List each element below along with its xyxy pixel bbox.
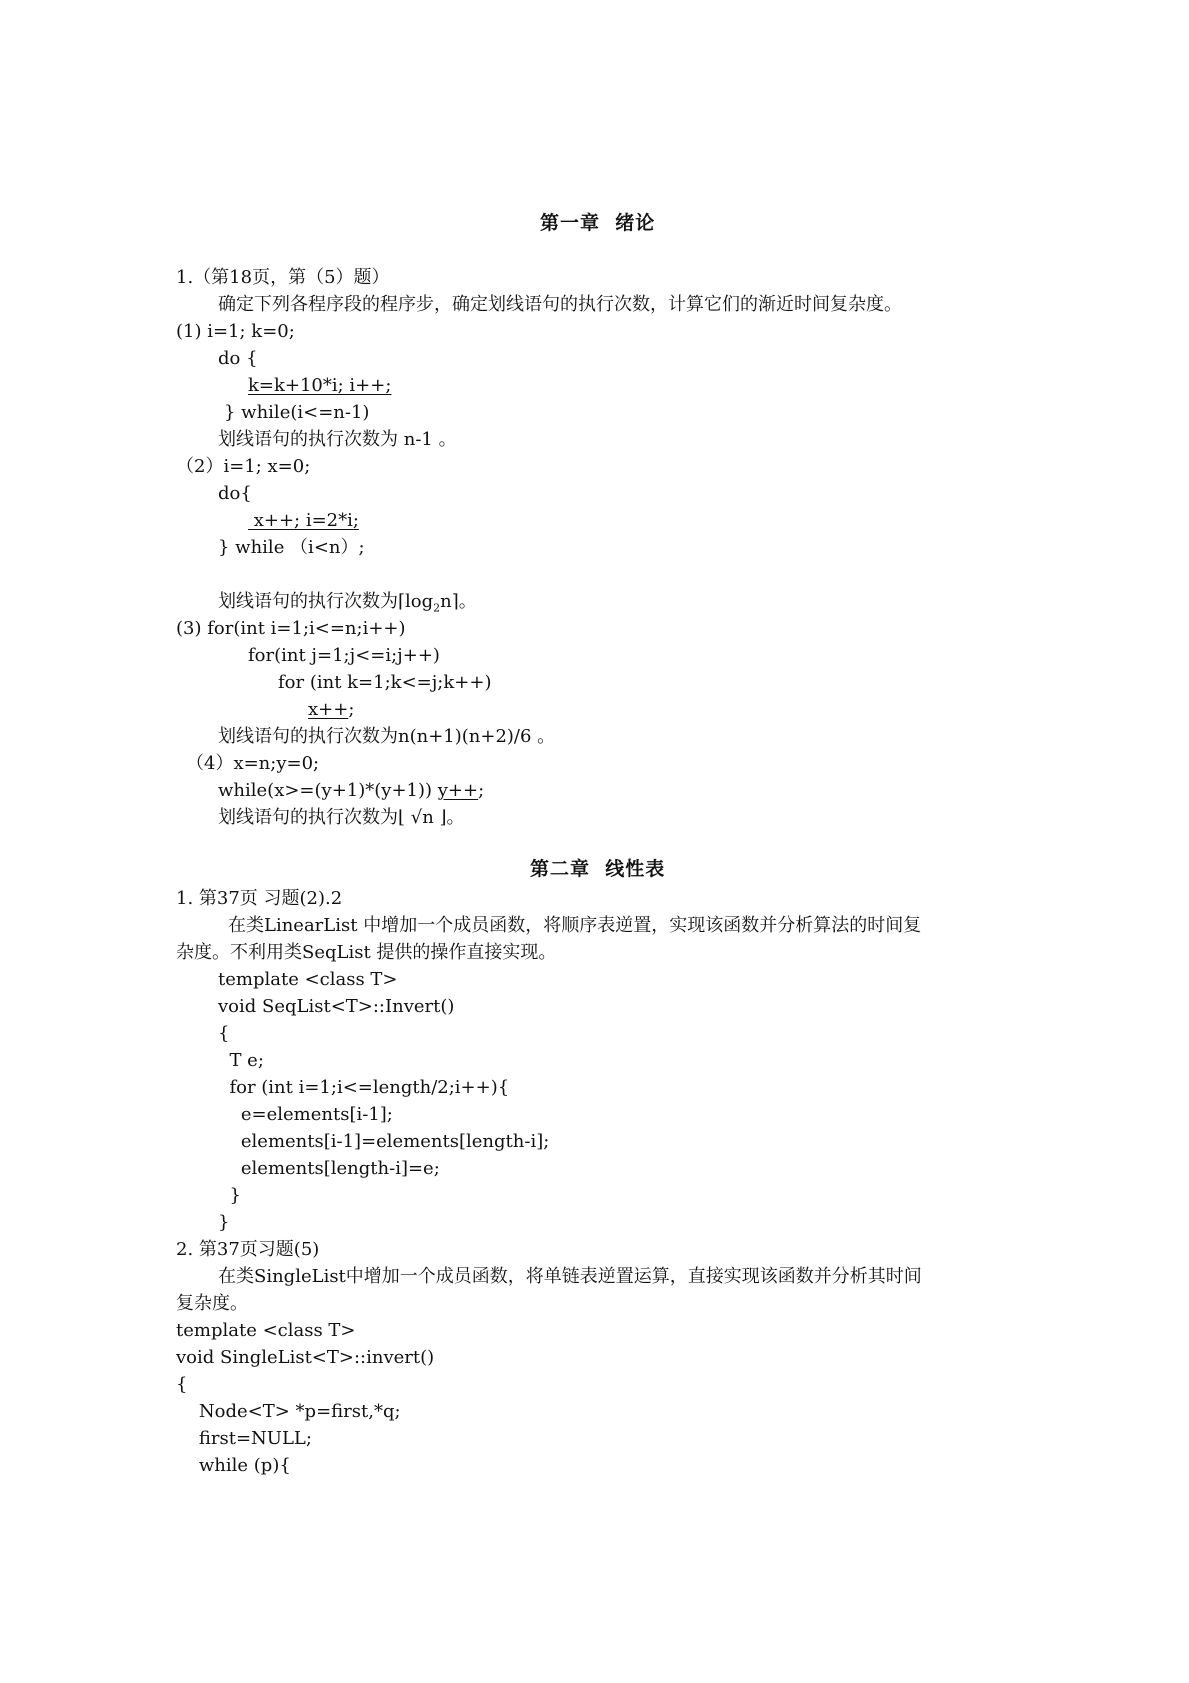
- question-1-heading: 1.（第18页，第（5）题）: [176, 267, 390, 288]
- code-1-line: void SeqList<T>::Invert(): [218, 996, 455, 1017]
- exercise-2-description-line-1: 在类SingleList中增加一个成员函数，将单链表逆置运算，直接实现该函数并分析其时间: [218, 1266, 922, 1287]
- code-2-line: {: [176, 1374, 188, 1395]
- code-2-line: first=NULL;: [176, 1428, 312, 1449]
- code-1-line: for (int i=1;i<=length/2;i++){: [218, 1077, 510, 1098]
- program-3-statement: x++;: [308, 699, 355, 720]
- program-1-init: (1) i=1; k=0;: [176, 321, 295, 342]
- chapter-1-title: 第一章 绪论: [540, 212, 656, 234]
- program-2-while: } while （i<n）;: [218, 537, 365, 558]
- exercise-2-description-line-2: 复杂度。: [176, 1293, 248, 1314]
- code-1-line: }: [218, 1212, 230, 1233]
- code-1-line: template <class T>: [218, 969, 398, 990]
- program-2-do: do{: [218, 483, 252, 504]
- code-2-line: void SingleList<T>::invert(): [176, 1347, 435, 1368]
- chapter-2-title: 第二章 线性表: [530, 858, 666, 880]
- program-2-init: （2）i=1; x=0;: [176, 456, 311, 477]
- program-1-underlined-statement: k=k+10*i; i++;: [248, 375, 392, 396]
- program-4-while: while(x>=(y+1)*(y+1)) y++;: [218, 780, 485, 801]
- exercise-1-description-line-2: 杂度。不利用类SeqList 提供的操作直接实现。: [176, 942, 557, 963]
- program-1-result: 划线语句的执行次数为 n-1 。: [218, 429, 457, 450]
- exercise-1-heading: 1. 第37页 习题(2).2: [176, 888, 343, 909]
- exercise-1-description-line-1: 在类LinearList 中增加一个成员函数，将顺序表逆置，实现该函数并分析算法的时间复: [228, 915, 922, 936]
- program-3-inner-loop: for (int k=1;k<=j;k++): [278, 672, 492, 693]
- program-2-underlined-statement: x++; i=2*i;: [248, 510, 359, 531]
- code-2-line: Node<T> *p=first,*q;: [176, 1401, 401, 1422]
- code-1-line: elements[length-i]=e;: [218, 1158, 440, 1179]
- program-4-result: 划线语句的执行次数为⌊ √n ⌋。: [218, 807, 465, 828]
- code-1-line: T e;: [218, 1050, 264, 1071]
- code-1-line: {: [218, 1023, 230, 1044]
- program-3-outer-loop: (3) for(int i=1;i<=n;i++): [176, 618, 406, 639]
- exercise-2-heading: 2. 第37页习题(5): [176, 1239, 320, 1260]
- program-3-middle-loop: for(int j=1;j<=i;j++): [248, 645, 440, 666]
- code-2-line: while (p){: [176, 1455, 291, 1476]
- program-1-do: do {: [218, 348, 258, 369]
- code-1-line: elements[i-1]=elements[length-i];: [218, 1131, 550, 1152]
- code-2-line: template <class T>: [176, 1320, 356, 1341]
- program-2-result: 划线语句的执行次数为$⌈\log_2n⌉$。: [218, 591, 477, 615]
- program-1-while: } while(i<=n-1): [224, 402, 370, 423]
- question-1-description: 确定下列各程序段的程序步，确定划线语句的执行次数，计算它们的渐近时间复杂度。: [218, 294, 902, 315]
- program-4-init: （4）x=n;y=0;: [186, 753, 320, 774]
- code-1-line: e=elements[i-1];: [218, 1104, 393, 1125]
- code-1-line: }: [218, 1185, 241, 1206]
- program-3-result: 划线语句的执行次数为n(n+1)(n+2)/6 。: [218, 726, 556, 747]
